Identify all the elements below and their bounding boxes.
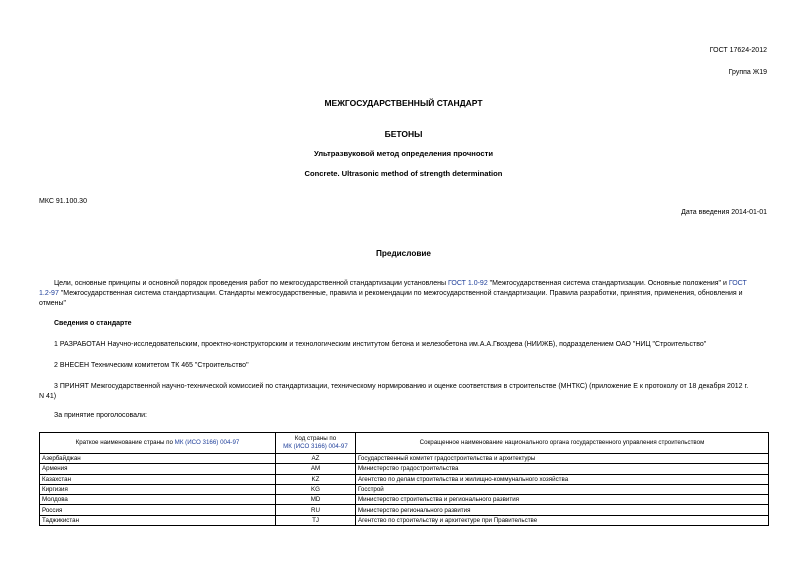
organization-cell: Государственный комитет градостроительства и архитектуры	[356, 454, 769, 464]
organization-cell: Агентство по делам строительства и жилищно-коммунального хозяйства	[356, 474, 769, 484]
foreword-text: отмены"	[39, 300, 67, 307]
table-row	[40, 505, 769, 515]
country-code-cell: KG	[276, 484, 356, 494]
mk-iso-3166-link[interactable]: МК (ИСО 3166) 004-97	[283, 443, 348, 450]
foreword-heading: Предисловие	[376, 249, 431, 258]
country-cell: Россия	[40, 505, 276, 515]
organization-cell: Агентство по строительству и архитектуре при Правительстве	[356, 515, 769, 525]
column-header-code	[276, 433, 356, 454]
gost-1-2-97-link[interactable]: ГОСТ	[728, 280, 747, 287]
page-title: БЕТОНЫ	[384, 129, 423, 139]
info-item-developed: 1 РАЗРАБОТАН Научно-исследовательским, проектно-конструкторским и технологическим институтом бетона и железобетона им.А.А.Гвоздева (НИИЖБ), подразделением ОАО "НИЦ "Строительство"	[54, 341, 707, 348]
voted-label: За принятие проголосовали:	[54, 412, 147, 419]
standard-type: МЕЖГОСУДАРСТВЕННЫЙ СТАНДАРТ	[324, 98, 483, 108]
table-row	[40, 515, 769, 525]
organization-cell: Министерство регионального развития	[356, 505, 769, 515]
mks-code: МКС 91.100.30	[39, 198, 87, 205]
country-code-cell: AZ	[276, 454, 356, 464]
country-code-cell: MD	[276, 495, 356, 505]
foreword-paragraph-line2	[39, 289, 774, 300]
column-header-text: Краткое наименование страны по	[75, 439, 175, 446]
country-cell: Армения	[40, 464, 276, 474]
document-group: Группа Ж19	[728, 69, 767, 76]
country-code-cell: RU	[276, 505, 356, 515]
subtitle-ru: Ультразвуковой метод определения прочности	[313, 149, 494, 158]
foreword-text: Цели, основные принципы и основной порядок проведения работ по межгосударственной стандартизации установлены	[54, 280, 448, 287]
intro-date: Дата введения 2014-01-01	[681, 209, 767, 216]
mk-iso-3166-link[interactable]: МК (ИСО 3166) 004-97	[174, 439, 240, 446]
table-row	[40, 495, 769, 505]
table-row	[40, 454, 769, 464]
organization-cell: Госстрой	[356, 484, 769, 494]
info-item-introduced: 2 ВНЕСЕН Техническим комитетом ТК 465 "Строительство"	[54, 362, 249, 369]
organization-cell: Министерство градостроительства	[356, 464, 769, 474]
info-item-adopted-cont: N 41)	[39, 393, 57, 400]
foreword-paragraph-line1	[54, 279, 774, 290]
column-header-country	[40, 433, 276, 454]
country-code-cell: AM	[276, 464, 356, 474]
gost-1-2-97-link[interactable]: 1.2-97	[39, 290, 59, 297]
table-row	[40, 484, 769, 494]
gost-1-0-92-link[interactable]: ГОСТ 1.0-92	[447, 280, 488, 287]
table-row	[40, 464, 769, 474]
table-header-row	[40, 433, 769, 454]
organization-cell: Министерство строительства и регионального развития	[356, 495, 769, 505]
subtitle-en: Concrete. Ultrasonic method of strength determination	[304, 169, 503, 178]
table-row	[40, 474, 769, 484]
voting-table	[39, 432, 769, 526]
country-cell: Молдова	[40, 495, 276, 505]
country-code-cell: TJ	[276, 515, 356, 525]
standard-info-heading: Сведения о стандарте	[54, 320, 132, 327]
foreword-text: "Межгосударственная система стандартизации. Основные положения" и	[487, 280, 729, 287]
country-cell: Азербайджан	[40, 454, 276, 464]
info-item-adopted: 3 ПРИНЯТ Межгосударственной научно-технической комиссией по стандартизации, техническому нормированию и оценке соответствия в строительстве (МНТКС) (приложение Е к протоколу от 18 декабря 2012 г.	[54, 383, 749, 390]
country-cell: Казахстан	[40, 474, 276, 484]
country-cell: Таджикистан	[40, 515, 276, 525]
document-number: ГОСТ 17624-2012	[709, 47, 767, 54]
column-header-organization: Сокращенное наименование национального органа государственного управления строительством	[356, 433, 769, 454]
country-cell: Киргизия	[40, 484, 276, 494]
column-header-text: Код страны по	[294, 435, 337, 442]
country-code-cell: KZ	[276, 474, 356, 484]
foreword-text: "Межгосударственная система стандартизации. Стандарты межгосударственные, правила и рекомендации по межгосударственной стандартизации. Правила разработки, принятия, применения, обновления и	[58, 290, 743, 297]
